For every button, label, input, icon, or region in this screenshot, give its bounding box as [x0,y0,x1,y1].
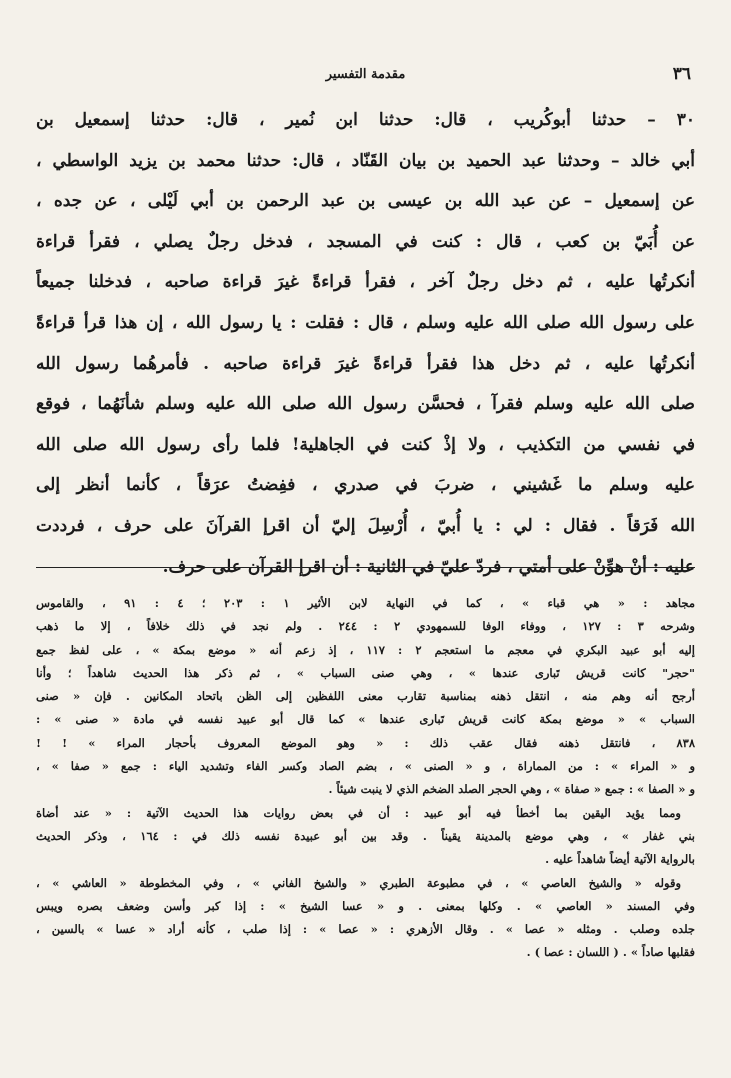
main-text-line: عليه وسلم ما غَشيني ، ضربَ في صدري ، ففِضتُ عرَقاً ، كأنما أنظر إلى [36,475,695,496]
main-text-line: صلى الله عليه وسلم فقرآ ، فحسَّن رسول الله صلى الله عليه وسلم شأنَهُما ، فوقع [36,394,695,415]
page-header [40,62,691,86]
page-number: ٣٦ [672,64,691,84]
footnote-divider [36,567,695,568]
footnote-line: السباب » « موضع بمكة كانت قريش تَبارى عندها » كما قال أبو عبيد نفسه في مادة « صنى » : [36,712,695,727]
main-text-line: عليه : أنْ هوِّنْ على أمتي ، فردّ عليّ في الثانية : أن اقرإ القرآن على حرف. [162,556,695,577]
footnote-line: وقوله « والشيخ العاصي » ، في مطبوعة الطبري « والشيخ الفاني » ، وفي المخطوطة « العاشي » ، [36,875,681,890]
main-text-line: على رسول الله صلى الله عليه وسلم ، قال : فقلت : يا رسول الله ، إن هذا قرأ قراءةً [36,312,695,333]
main-text-line: أبي خالد – وحدثنا عبد الحميد بن بيان القَنّاد ، قال: حدثنا محمد بن يزيد الواسطي ، [36,150,695,171]
footnote-line: وفي المسند « العاصي » . وكلها بمعنى . و « عسا الشيخ » : إذا كبر وأسن وضعف بصره ويبس [36,898,695,913]
main-text [36,100,695,587]
main-text-line: ٣٠ – حدثنا أبوكُريب ، قال: حدثنا ابن نُمير ، قال: حدثنا إسمعيل بن [36,110,695,130]
main-text-line: عن إسمعيل – عن عبد الله بن عيسى بن عبد الرحمن بن أبي لَيْلى ، عن جده ، [36,191,695,212]
footnotes [36,592,695,965]
footnote-line: فقلبها صاداً » . ( اللسان : عصا ) . [526,945,695,960]
running-title: مقدمة التفسير [325,66,406,82]
main-text-line: أنكرتُها عليه ، ثم دخل هذا فقرأ قراءةً غيرَ قراءة صاحبه . فأمرهُما رسول الله [36,353,695,374]
main-text-line: الله فَرَقاً . فقال : لي : يا أُبيّ ، أُرْسِلَ إليّ أن اقرإ القرآنَ على حرف ، فرددت [36,515,695,536]
footnote-line: أرجح أنه وهم منه ، انتقل ذهنه بمناسبة تقارب معنى اللفظين إلى الظن باتحاد المكانين . فإن « صنى [36,689,695,704]
footnote-line: ومما يؤيد اليقين بما أخطأ فيه أبو عبيد : أن في بعض روايات هذا الحديث الآتية : « عند أضاة [36,805,681,820]
footnote-line: وشرحه ٣ : ١٢٧ ، ووفاء الوفا للسمهودي ٢ : ٢٤٤ . ولم نجد في ذلك خلافاً ، إلا ما ذهب [36,619,695,634]
footnote-line: مجاهد : « هي قباء » ، كما في النهاية لابن الأثير ١ : ٢٠٣ ؛ ٤ : ٩١ ، والقاموس [36,596,695,610]
main-text-line: أنكرتُها عليه ، ثم دخل رجلٌ آخر ، فقرأ قراءةً غيرَ قراءة صاحبه ، فدخلنا جميعاً [36,272,695,293]
footnote-line: بالرواية الآتية أيضاً شاهداً عليه . [545,852,695,867]
footnote-line: و « المراء » : من المماراة ، و « الصنى » ، بضم الصاد وكسر الفاء وتشديد الياء : جمع « صفا » ، [36,759,695,774]
main-text-line: في نفسي من التكذيب ، ولا إذْ كنت في الجاهلية! فلما رأى رسول الله صلى الله [36,434,695,455]
footnote-line: بني غفار » ، وهي موضع بالمدينة يقيناً . وقد بين أبو عبيدة نفسه ذلك في : ١٦٤ ، وذكر الحديث [36,828,695,843]
footnote-line: إليه أبو عبيد البكري في معجم ما استعجم ٢ : ١١٧ ، إذ زعم أنه « موضع بمكة » ، على لفظ جمع [36,642,695,657]
main-text-line: عن أُبَيّ بن كعب ، قال : كنت في المسجد ، فدخل رجلٌ يصلي ، فقرأ قراءة [36,231,695,252]
footnote-line: ٨٣٨ ، فانتقل ذهنه فقال عقب ذلك : « وهو الموضع المعروف بأحجار المراء » ! ! [36,735,695,750]
footnote-line: "حجر" كانت قريش تَبارى عندها » ، وهي صنى السباب » ، ثم ذكر هذا الحديث شاهداً ؛ وأنا [36,665,695,680]
footnote-line: و « الصفا » : جمع « صفاة » ، وهي الحجر الصلد الضخم الذي لا ينبت شيئاً . [328,782,695,797]
footnote-line: جلده وصلب . ومثله « عصا » . وقال الأزهري : « عصا » : إذا صلب ، كأنه أراد « عسا » بالسين ، [36,922,695,937]
